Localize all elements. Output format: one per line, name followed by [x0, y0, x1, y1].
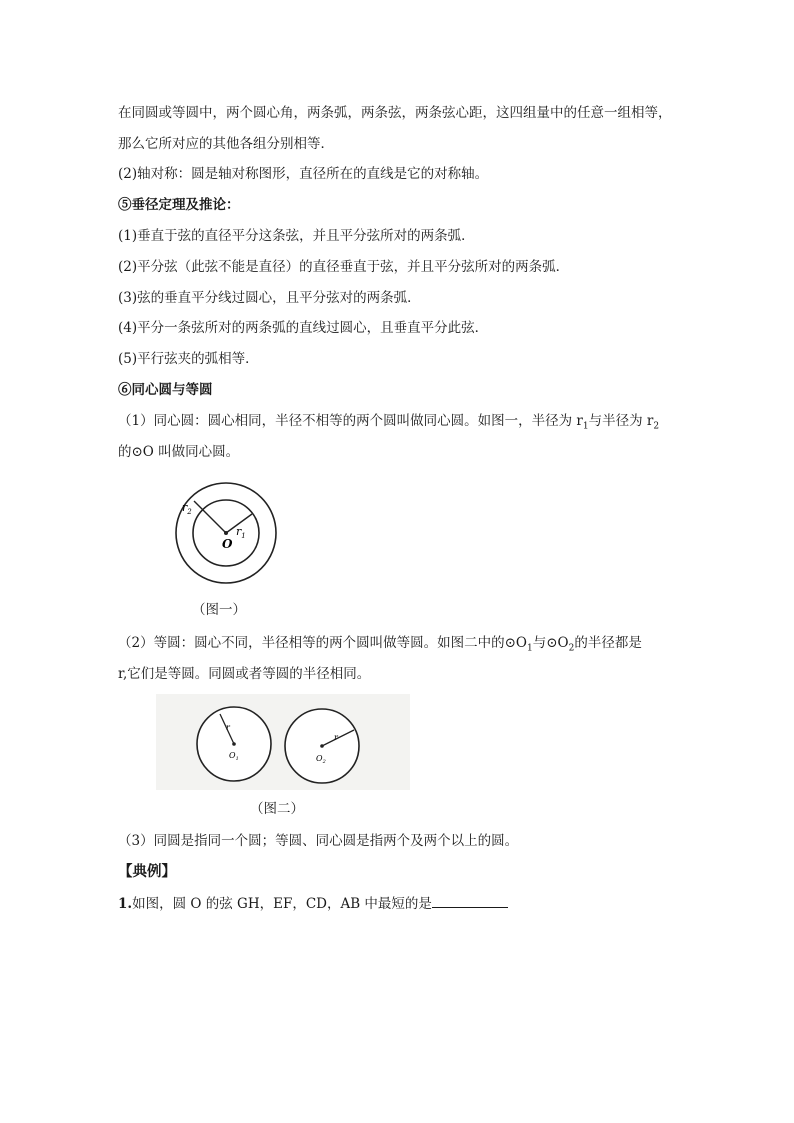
text-span: （2）等圆：圆心不同，半径相等的两个圆叫做等圆。如图二中的⊙O [118, 635, 527, 651]
text-line: r,它们是等圆。同圆或者等圆的半径相同。 [118, 666, 371, 682]
text-line: (2)轴对称：圆是轴对称图形，直径所在的直线是它的对称轴。 [118, 166, 489, 182]
example-heading: 【典例】 [118, 863, 176, 880]
subscript: 1 [582, 421, 589, 432]
label-o1: $O_1$ [229, 751, 239, 762]
figure-caption: （图一） [192, 602, 246, 618]
label-r1: $r_1$ [236, 525, 246, 540]
text-line: （3）同圆是指同一个圆；等圆、同心圆是指两个及两个以上的圆。 [118, 833, 519, 849]
text-span: 与半径为 r [588, 413, 654, 429]
label-o: O [222, 537, 233, 551]
question-text: 如图，圆 O 的弦 GH，EF，CD，AB 中最短的是 [132, 896, 432, 912]
label-r-right: r [334, 733, 338, 742]
subscript: 2 [653, 421, 660, 432]
text-line: (4)平分一条弦所对的两条弧的直线过圆心，且垂直平分此弦． [118, 320, 489, 336]
figure-caption: （图二） [250, 801, 304, 817]
right-center-point [320, 744, 324, 748]
text-line: (2)平分弦（此弦不能是直径）的直径垂直于弦，并且平分弦所对的两条弧． [118, 259, 570, 275]
text-line: 那么它所对应的其他各组分别相等． [118, 136, 334, 152]
answer-blank[interactable] [432, 893, 508, 908]
text-line: 在同圆或等圆中，两个圆心角，两条弧，两条弦，两条弦心距，这四组量中的任意一组相等， [118, 105, 672, 121]
text-line [118, 411, 659, 437]
subscript: 2 [568, 643, 575, 654]
section-heading: ⑥同心圆与等圆 [118, 382, 213, 398]
left-center-point [232, 742, 236, 746]
label-r-left: r [226, 723, 230, 732]
label-r2: $r_2$ [182, 501, 192, 516]
text-line: (1)垂直于弦的直径平分这条弦，并且平分弦所对的两条弧． [118, 228, 475, 244]
subscript: 1 [526, 643, 533, 654]
text-span: 与⊙O [532, 635, 569, 651]
figure-background [156, 694, 410, 790]
section-heading: ⑤垂径定理及推论： [118, 197, 240, 213]
equal-circles-figure [156, 694, 410, 790]
text-span: （1）同心圆：圆心相同，半径不相等的两个圆叫做同心圆。如图一，半径为 r [118, 413, 583, 429]
text-line: (5)平行弦夹的弧相等． [118, 351, 259, 367]
text-line [118, 633, 642, 659]
question-line [118, 893, 508, 914]
label-o2: $O_2$ [316, 754, 326, 765]
question-number: 1. [118, 896, 133, 912]
text-line: 的⊙O 叫做同心圆。 [118, 444, 240, 460]
text-line: (3)弦的垂直平分线过圆心，且平分弦对的两条弧． [118, 290, 421, 306]
text-span: 的半径都是 [574, 635, 642, 651]
center-point [224, 531, 228, 535]
concentric-circles-figure [168, 475, 284, 591]
